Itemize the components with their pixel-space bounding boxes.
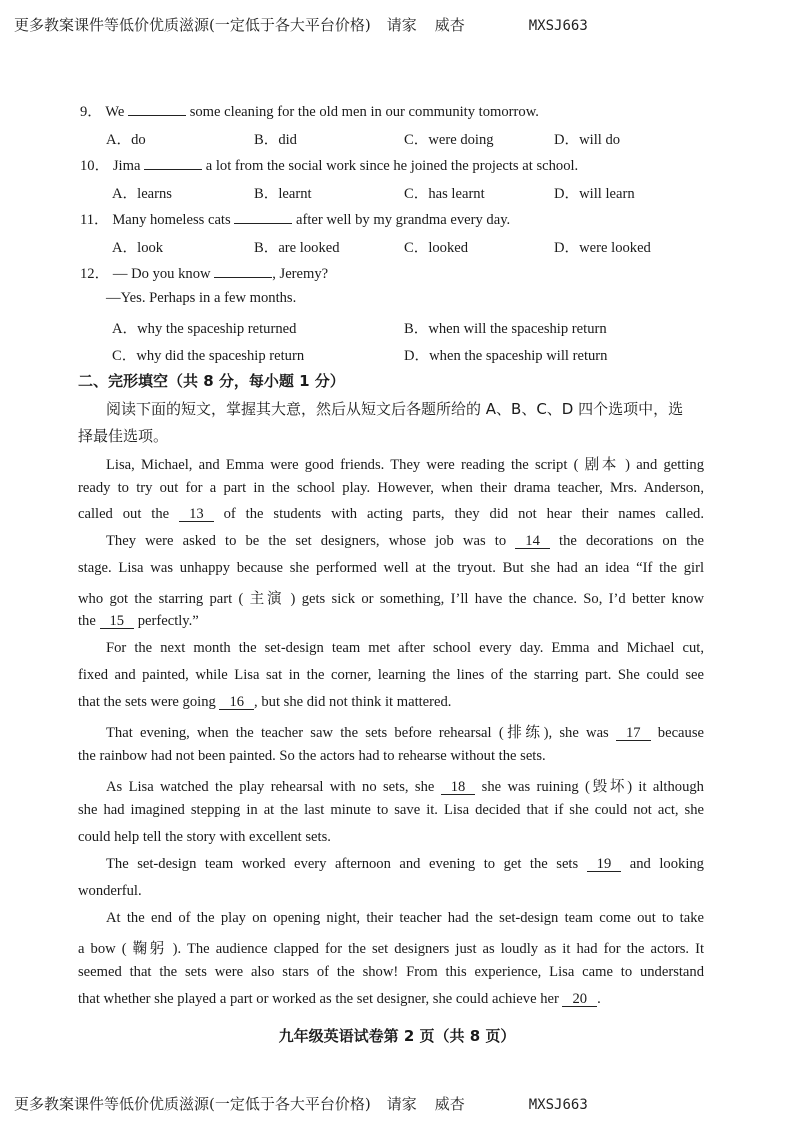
passage-line: could help tell the story with excellent sets.: [78, 829, 331, 845]
passage-line: [78, 506, 704, 523]
top-banner: [14, 14, 588, 35]
passage-line: [106, 533, 704, 550]
option-b: B．are looked: [254, 240, 340, 256]
passage-line: [78, 613, 704, 630]
passage-line: [106, 775, 704, 796]
banner-invite: 请家: [386, 1095, 417, 1113]
page-footer: 九年级英语试卷第 2 页（共 8 页）: [278, 1027, 516, 1045]
question-11: [80, 208, 510, 229]
passage-line: Lisa, Michael, and Emma were good friends. They were reading the script ( 剧本 ) and getting: [106, 457, 704, 473]
banner-text: 更多教案课件等低价优质滋源(一定低于各大平台价格): [14, 16, 371, 34]
passage-text: that whether she played a part or worked as the set designer, she could achieve her: [78, 991, 559, 1007]
option-a: A．learns: [112, 186, 172, 202]
option-b: B．when will the spaceship return: [404, 321, 607, 337]
question-text: , Jeremy?: [272, 266, 329, 282]
question-text: after well by my grandma every day.: [295, 212, 511, 228]
banner-contact: 威杏: [434, 1095, 465, 1113]
passage-text: that the sets were going: [78, 694, 216, 710]
option-b: B．did: [254, 132, 297, 148]
question-text: — Do you know: [112, 266, 211, 282]
passage-line: stage. Lisa was unhappy because she performed well at the tryout. But she had an idea “If the girl: [78, 560, 704, 576]
option-c: C．why did the spaceship return: [112, 348, 305, 364]
option-a: A．look: [112, 240, 164, 256]
option-c: C．looked: [404, 240, 469, 256]
blank-19: 19: [587, 857, 622, 872]
passage-text: the: [78, 613, 96, 629]
instructions-line-1: 阅读下面的短文，掌握其大意，然后从短文后各题所给的 A、B、C、D 四个选项中，选: [106, 400, 684, 418]
instructions-line-2: 择最佳选项。: [78, 427, 169, 445]
question-text: some cleaning for the old men in our community tomorrow.: [189, 104, 539, 120]
passage-line: ready to try out for a part in the school play. However, when their drama teacher, Mrs. Anderson,: [78, 480, 704, 496]
blank-20: 20: [562, 992, 597, 1007]
question-9: [80, 100, 539, 121]
question-12: [80, 262, 328, 283]
passage-line: [106, 856, 704, 873]
passage-text: called out the: [78, 506, 170, 522]
blank-14: 14: [515, 534, 550, 549]
passage-line: [106, 721, 704, 742]
passage-text: That evening, when the teacher saw the sets before rehearsal (排练), she was: [106, 725, 609, 741]
question-text: We: [105, 104, 125, 120]
option-d: D．will do: [554, 132, 621, 148]
blank-17: 17: [616, 726, 651, 741]
passage-line: she had imagined stepping in at the last minute to save it. Lisa decided that if she could not act, she: [78, 802, 704, 818]
blank-16: 16: [219, 695, 254, 710]
answer-blank: [128, 114, 186, 116]
banner-code: MXSJ663: [528, 1097, 588, 1113]
passage-line: For the next month the set-design team met after school every day. Emma and Michael cut,: [106, 640, 704, 656]
section-heading: 二、完形填空（共 8 分，每小题 1 分）: [78, 372, 345, 390]
passage-line: [78, 991, 704, 1008]
question-10: [80, 154, 578, 175]
option-d: D．when the spaceship will return: [404, 348, 608, 364]
question-number: 10．: [80, 158, 110, 174]
question-text: a lot from the social work since he joined the projects at school.: [205, 158, 579, 174]
option-c: C．were doing: [404, 132, 494, 148]
passage-text: the decorations on the: [559, 533, 704, 549]
passage-text: .: [597, 991, 601, 1007]
passage-text: perfectly.”: [137, 613, 199, 629]
answer-blank: [234, 222, 292, 224]
option-d: D．were looked: [554, 240, 651, 256]
question-text: Many homeless cats: [112, 212, 231, 228]
banner-code: MXSJ663: [528, 18, 588, 34]
passage-text: and looking: [629, 856, 704, 872]
question-number: 12．: [80, 266, 110, 282]
question-number: 9．: [80, 104, 102, 120]
banner-contact: 威杏: [434, 16, 465, 34]
passage-line: seemed that the sets were also stars of the show! From this experience, Lisa came to understand: [78, 964, 704, 980]
passage-text: The set-design team worked every afternoon and evening to get the sets: [106, 856, 579, 872]
banner-invite: 请家: [386, 16, 417, 34]
passage-text: As Lisa watched the play rehearsal with no sets, she: [106, 779, 435, 795]
option-a: A．do: [106, 132, 146, 148]
answer-blank: [144, 168, 202, 170]
blank-13: 13: [179, 507, 214, 522]
question-number: 11．: [80, 212, 109, 228]
passage-text: because: [657, 725, 704, 741]
answer-blank: [214, 276, 272, 278]
passage-line: At the end of the play on opening night, their teacher had the set-design team come out to take: [106, 910, 704, 926]
passage-line: the rainbow had not been painted. So the actors had to rehearse without the sets.: [78, 748, 546, 764]
option-c: C．has learnt: [404, 186, 485, 202]
banner-text: 更多教案课件等低价优质滋源(一定低于各大平台价格): [14, 1095, 371, 1113]
passage-line: a bow ( 鞠躬 ). The audience clapped for the set designers just as loudly as it had for the actors. It: [78, 941, 704, 957]
passage-line: wonderful.: [78, 883, 142, 899]
passage-text: she was ruining (毁坏) it although: [481, 779, 704, 795]
passage-text: of the students with acting parts, they did not hear their names called.: [223, 506, 704, 522]
bottom-banner: [14, 1093, 588, 1114]
option-d: D．will learn: [554, 186, 635, 202]
passage-text: They were asked to be the set designers, whose job was to: [106, 533, 507, 549]
blank-15: 15: [100, 614, 135, 629]
blank-18: 18: [441, 780, 476, 795]
option-b: B．learnt: [254, 186, 312, 202]
passage-text: , but she did not think it mattered.: [254, 694, 452, 710]
passage-line: who got the starring part ( 主演 ) gets sick or something, I’ll have the chance. So, I’d better know: [78, 591, 704, 607]
question-12-reply: —Yes. Perhaps in a few months.: [106, 290, 297, 306]
passage-line: [78, 694, 704, 711]
question-text: Jima: [112, 158, 141, 174]
option-a: A．why the spaceship returned: [112, 321, 297, 337]
passage-line: fixed and painted, while Lisa sat in the corner, learning the lines of the starring part. She could see: [78, 667, 704, 683]
